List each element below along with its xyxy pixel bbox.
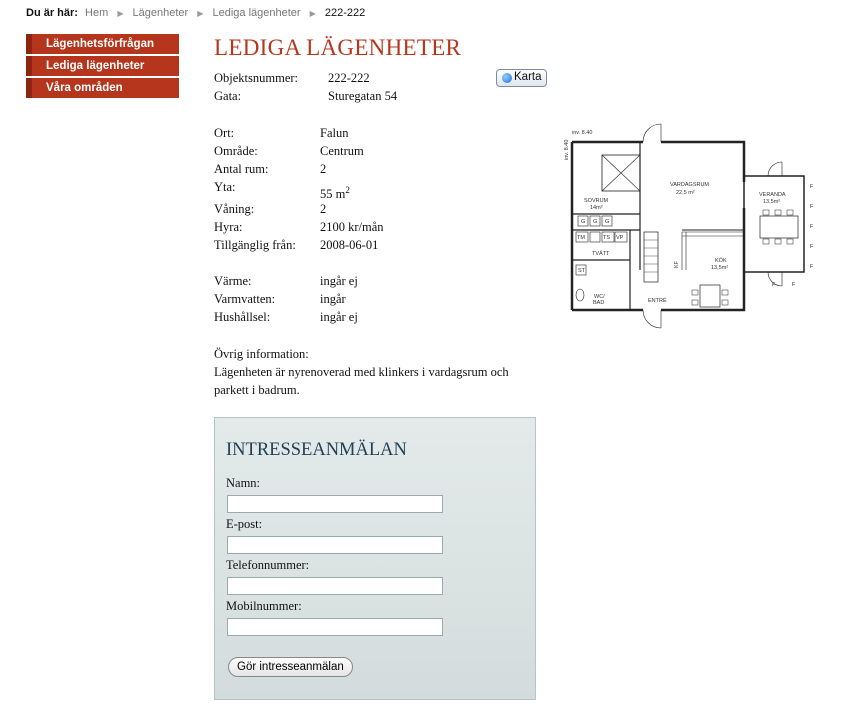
hushallsel-label: Hushållsel: [214,310,271,324]
form-title: INTRESSEANMÄLAN [226,440,407,460]
varme-value: ingår ej [320,274,358,288]
karta-button[interactable] [496,69,547,87]
breadcrumb [26,7,365,19]
ort-label: Ort: [214,126,235,140]
chevron-right-icon: ▶ [309,9,316,18]
gata-label: Gata: [214,89,242,103]
objektsnummer-value: 222-222 [328,71,370,85]
page-title: LEDIGA LÄGENHETER [214,35,462,60]
tillganglig-label: Tillgänglig från: [214,238,296,252]
varme-label: Värme: [214,274,252,288]
ort-value: Falun [320,126,349,140]
omrade-value: Centrum [320,144,364,158]
breadcrumb-prefix: Du är här: [26,7,78,19]
yta-unit-sup: 2 [345,185,350,195]
floorplan-kok-area: 13,5m² [711,265,729,271]
chevron-right-icon: ▶ [117,9,124,18]
yta-label: Yta: [214,180,236,194]
hushallsel-value: ingår ej [320,310,358,324]
floorplan-kf: KF [674,260,680,268]
objektsnummer-label: Objektsnummer: [214,71,299,85]
mobil-input[interactable] [227,618,443,636]
floorplan-st: ST [578,268,586,274]
header-info [214,69,474,105]
omrade-label: Område: [214,144,258,158]
floorplan-sovrum-area: 14m² [590,205,603,211]
sidebar-item-lediga-lagenheter[interactable]: Lediga lägenheter [26,56,179,76]
floorplan-f-6: F [772,282,776,288]
floorplan-image [560,120,822,330]
antal-rum-value: 2 [320,162,327,176]
sidebar-item-lagenhetsforfragan[interactable]: Lägenhetsförfrågan [26,34,179,54]
interest-form [214,417,536,700]
floorplan-sovrum: SOVRUM [584,198,609,204]
floorplan-vp: VP [616,235,624,241]
floorplan-inv-top: inv. 8.40 [572,130,593,136]
submit-interest-button[interactable]: Gör intresseanmälan [228,657,353,677]
floorplan-f-2: F [810,204,814,210]
antal-rum-label: Antal rum: [214,162,269,176]
sidebar-nav [26,34,179,100]
globe-icon [502,73,512,83]
varmvatten-label: Varmvatten: [214,292,276,306]
floorplan-inv-side: inv. 8.40 [564,139,570,160]
floorplan-tvatt: TVÄTT [592,251,610,257]
floorplan-ts: TS [603,235,611,241]
hyra-label: Hyra: [214,220,243,234]
floorplan-kok: KÖK [715,258,727,264]
floorplan-entre: ENTRÉ [648,298,667,304]
floorplan-g-1: G [581,219,586,225]
varmvatten-value: ingår [320,292,346,306]
breadcrumb-lediga-link[interactable]: Lediga lägenheter [212,7,301,19]
floorplan-bad: BAD [593,300,605,306]
floorplan-f-7: F [792,282,796,288]
floorplan-f-1: F [810,184,814,190]
utilities-list [214,272,514,326]
ovrig-label: Övrig information: [214,347,309,361]
vaning-value: 2 [320,202,327,216]
namn-input[interactable] [227,495,443,513]
floorplan-veranda: VERANDA [759,192,786,198]
floorplan-f-3: F [810,224,814,230]
floorplan-f-4: F [810,244,814,250]
floorplan-wc: WC/ [594,294,605,300]
vaning-label: Våning: [214,202,255,216]
telefon-input[interactable] [227,577,443,595]
ovrig-text: Lägenheten är nyrenoverad med klinkers i vardagsrum och parkett i badrum. [214,365,509,397]
namn-label: Namn: [226,476,261,490]
breadcrumb-current: 222-222 [324,7,366,19]
hyra-value: 2100 kr/mån [320,220,384,234]
floorplan-vardagsrum: VARDAGSRUM [670,182,710,188]
floorplan-f-5: F [810,264,814,270]
karta-button-label: Karta [514,71,542,83]
epost-input[interactable] [227,536,443,554]
tillganglig-value: 2008-06-01 [320,238,379,252]
sidebar-item-vara-omraden[interactable]: Våra områden [26,78,179,98]
floorplan-vardagsrum-area: 22,5 m² [676,190,695,196]
yta-number: 55 m [320,187,346,202]
gata-value: Sturegatan 54 [328,89,398,103]
breadcrumb-home-link[interactable]: Hem [85,7,109,19]
floorplan-g-2: G [593,219,598,225]
details-list [214,124,514,254]
chevron-right-icon: ▶ [197,9,204,18]
epost-label: E-post: [226,517,263,531]
mobil-label: Mobilnummer: [226,599,302,613]
floorplan-tm: TM [577,235,585,241]
breadcrumb-lagenheter-link[interactable]: Lägenheter [132,7,189,19]
telefon-label: Telefonnummer: [226,558,310,572]
floorplan-veranda-area: 13,5m² [763,199,781,205]
ovrig-information [214,345,544,399]
floorplan-g-3: G [605,219,610,225]
